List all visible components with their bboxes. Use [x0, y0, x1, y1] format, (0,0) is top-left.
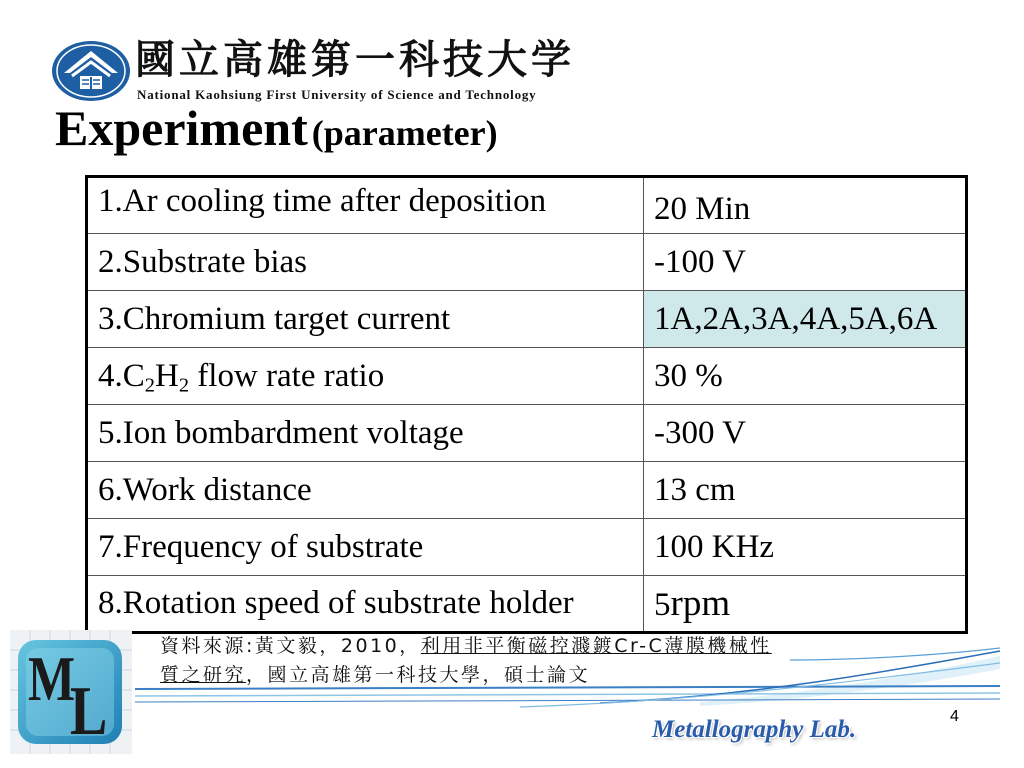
table-row	[87, 177, 967, 234]
university-name-chinese: 國立高雄第一科技大学	[135, 36, 575, 83]
citation-source: 資料來源:黃文毅，2010，	[160, 635, 421, 657]
subscript: 2	[178, 374, 190, 397]
param-value: 30 %	[644, 348, 967, 405]
citation-line-1	[160, 632, 772, 661]
table-row	[87, 291, 967, 348]
table-row	[87, 462, 967, 519]
subscript: 2	[144, 374, 155, 397]
param-label: 6.Work distance	[87, 462, 644, 519]
lab-name: Metallography Lab.	[652, 716, 857, 743]
table-row	[87, 348, 967, 405]
param-value: 100 KHz	[644, 519, 967, 576]
param-value	[644, 576, 967, 633]
table-row	[87, 519, 967, 576]
university-logo	[50, 40, 132, 102]
citation-thesis-title: 質之研究	[160, 664, 247, 686]
page-number: 4	[950, 708, 959, 725]
parameter-table	[85, 175, 968, 634]
university-name-english: National Kaohsiung First University of Science and Technology	[137, 87, 537, 102]
label-text: 4.C	[98, 357, 145, 394]
citation-line-2	[160, 661, 772, 690]
param-value: -300 V	[644, 405, 967, 462]
param-label	[87, 348, 644, 405]
citation-thesis-title: 利用非平衡磁控濺鍍Cr-C薄膜機械性	[420, 635, 772, 657]
label-text: H	[154, 357, 179, 394]
source-citation	[160, 632, 772, 690]
param-label: 7.Frequency of substrate	[87, 519, 644, 576]
param-value: 20 Min	[644, 177, 967, 234]
value-unit: rpm	[670, 583, 731, 624]
citation-institution: ，國立高雄第一科技大學，碩士論文	[246, 664, 591, 686]
param-label: 2.Substrate bias	[87, 234, 644, 291]
param-value: 1A,2A,3A,4A,5A,6A	[644, 291, 967, 348]
param-label: 8.Rotation speed of substrate holder	[87, 576, 644, 633]
label-text: flow rate ratio	[189, 357, 385, 394]
value-number: 5	[654, 587, 671, 623]
title-main: Experiment	[55, 100, 308, 156]
param-label: 1.Ar cooling time after deposition	[87, 177, 644, 234]
param-value: -100 V	[644, 234, 967, 291]
slide-title	[55, 99, 498, 170]
param-label: 5.Ion bombardment voltage	[87, 405, 644, 462]
lab-logo-letter-m: M	[28, 644, 76, 715]
lab-logo	[10, 630, 132, 754]
table-row	[87, 234, 967, 291]
lab-logo-letter-l: L	[70, 672, 108, 750]
param-value: 13 cm	[644, 462, 967, 519]
title-sub: (parameter)	[311, 113, 498, 153]
param-label: 3.Chromium target current	[87, 291, 644, 348]
table-row	[87, 576, 967, 633]
table-row	[87, 405, 967, 462]
